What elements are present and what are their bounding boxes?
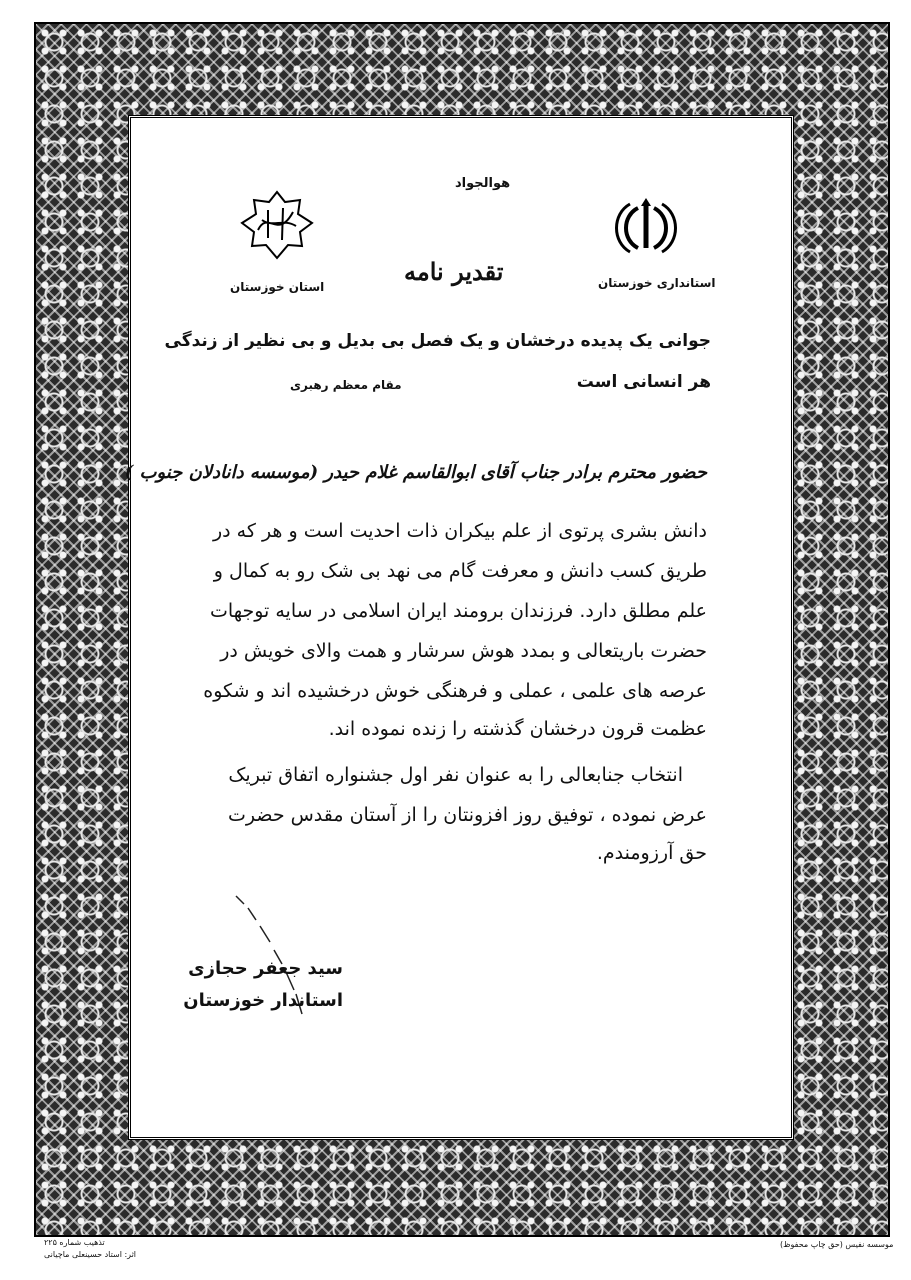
khuzestan-calligraphy-logo-icon [238,190,316,260]
body-line-7: انتخاب جنابعالی را به عنوان نفر اول جشنواره اتفاق تبریک [228,764,683,786]
body-line-2: طریق کسب دانش و معرفت گام می نهد بی شک رو به کمال و [213,560,707,582]
body-line-1: دانش بشری پرتوی از علم بیکران ذات احدیت است و هر که در [213,520,707,542]
footer-left-line-1: تذهیب شماره ۲۲۵ [44,1238,105,1247]
right-caption: استانداری خوزستان [598,276,716,290]
quote-attribution: مقام معظم رهبری [290,378,402,392]
body-line-3: علم مطلق دارد. فرزندان برومند ایران اسلامی در سایه توجهات [210,600,707,622]
body-line-8: عرض نموده ، توفیق روز افزونتان را از آستان مقدس حضرت [227,804,707,826]
iran-emblem-icon [608,196,684,258]
footer-right-line: موسسه نفیس (حق چاپ محفوظ) [780,1240,894,1249]
certificate-title: تقدیر نامه [404,257,504,286]
body-line-4: حضرت باریتعالی و بمدد هوش سرشار و همت والای خویش در [220,640,707,662]
body-line-6: عظمت قرون درخشان گذشته را زنده نموده اند. [328,718,707,740]
recipient-line: حضور محترم برادر جناب آقای ابوالقاسم غلام حیدر (موسسه دانادلان جنوب ) [124,462,707,483]
signatory-name: سید جعفر حجازی [188,958,343,979]
body-line-9: حق آرزومندم. [596,842,707,864]
left-caption: استان خوزستان [230,280,325,294]
footer-left-line-2: اثر: استاد حسینعلی ماچیانی [44,1250,137,1259]
invocation-text: هوالجواد [455,176,511,191]
quote-line-2: هر انسانی است [576,372,711,392]
signatory-position: استاندار خوزستان [183,990,343,1011]
body-line-5: عرصه های علمی ، عملی و فرهنگی خوش درخشیده اند و شکوه [203,680,707,702]
quote-line-1: جوانی یک پدیده درخشان و یک فصل بی بدیل و بی نظیر از زندگی [164,331,711,351]
